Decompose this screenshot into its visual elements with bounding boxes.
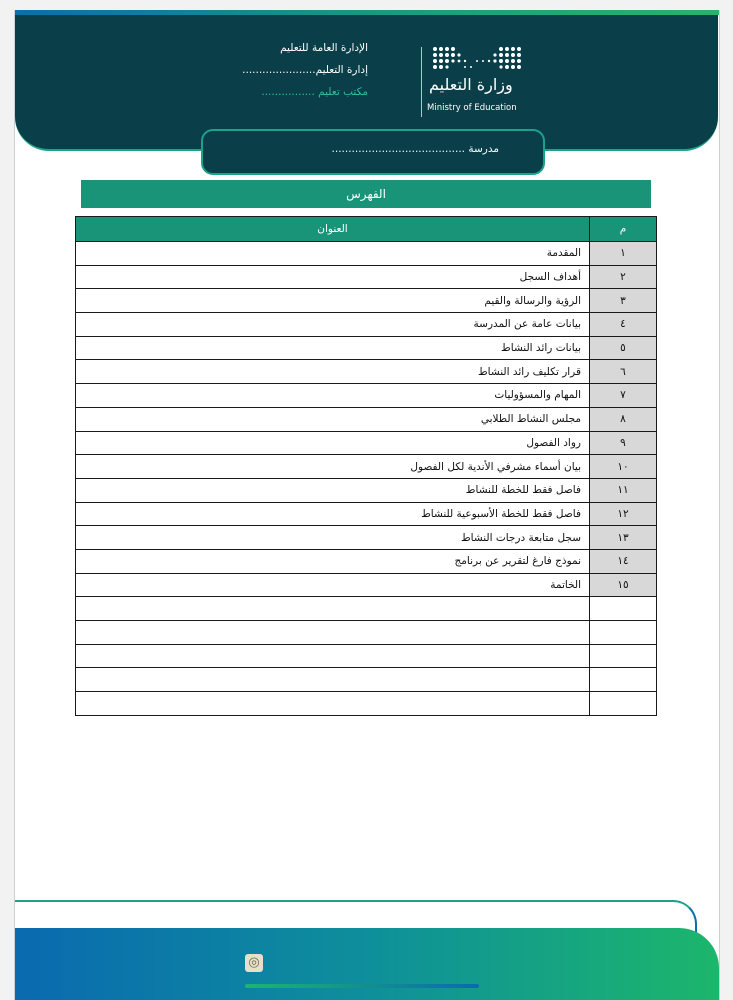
row-title: الخاتمة <box>76 573 590 597</box>
row-title: رواد الفصول <box>76 431 590 455</box>
row-title <box>76 692 590 716</box>
row-title: المهام والمسؤوليات <box>76 384 590 408</box>
table-row <box>76 242 657 266</box>
table-row <box>76 502 657 526</box>
row-number <box>590 644 657 668</box>
row-title <box>76 621 590 645</box>
table-row <box>76 407 657 431</box>
row-title <box>76 644 590 668</box>
row-number: ٩ <box>590 431 657 455</box>
row-title: مجلس النشاط الطلابي <box>76 407 590 431</box>
row-number <box>590 692 657 716</box>
column-header-title: العنوان <box>76 217 590 242</box>
table-row <box>76 478 657 502</box>
row-number: ١٢ <box>590 502 657 526</box>
row-title: نموذج فارغ لتقرير عن برنامج <box>76 549 590 573</box>
row-title: فاصل فقط للخطة الأسبوعية للنشاط <box>76 502 590 526</box>
row-title <box>76 668 590 692</box>
row-title: فاصل فقط للخطة للنشاط <box>76 478 590 502</box>
table-row <box>76 526 657 550</box>
table-row <box>76 265 657 289</box>
row-number: ٥ <box>590 336 657 360</box>
row-number: ٧ <box>590 384 657 408</box>
column-header-num: م <box>590 217 657 242</box>
table-row <box>76 668 657 692</box>
table-row <box>76 573 657 597</box>
globe-icon: ◎ <box>245 954 263 972</box>
table-body <box>76 242 657 716</box>
table-row <box>76 549 657 573</box>
row-number: ١٠ <box>590 455 657 479</box>
page-footer <box>15 928 719 1000</box>
index-table <box>75 216 657 716</box>
row-number <box>590 597 657 621</box>
logo-divider <box>421 47 422 117</box>
row-number: ٢ <box>590 265 657 289</box>
school-label: مدرسة ........................................ <box>331 143 499 155</box>
row-title: بيانات عامة عن المدرسة <box>76 313 590 337</box>
table-row <box>76 455 657 479</box>
row-title: الرؤية والرسالة والقيم <box>76 289 590 313</box>
table-row <box>76 621 657 645</box>
row-number: ٤ <box>590 313 657 337</box>
table-row <box>76 431 657 455</box>
ministry-name-en: Ministry of Education <box>427 103 517 113</box>
header-text-block <box>242 37 368 103</box>
table-row <box>76 289 657 313</box>
table-row <box>76 644 657 668</box>
index-title: الفهرس <box>81 180 651 208</box>
row-number: ١٤ <box>590 549 657 573</box>
row-title: أهداف السجل <box>76 265 590 289</box>
office-label: مكتب تعليم ................ <box>261 86 368 98</box>
row-number: ٣ <box>590 289 657 313</box>
row-number: ٨ <box>590 407 657 431</box>
row-number: ٦ <box>590 360 657 384</box>
row-title: بيانات رائد النشاط <box>76 336 590 360</box>
row-title: قرار تكليف رائد النشاط <box>76 360 590 384</box>
row-number: ١١ <box>590 478 657 502</box>
ministry-logo <box>415 41 535 121</box>
row-number <box>590 668 657 692</box>
ministry-name-ar: وزارة التعليم <box>429 75 513 94</box>
row-number: ١٥ <box>590 573 657 597</box>
row-title: المقدمة <box>76 242 590 266</box>
table-row <box>76 360 657 384</box>
document-page <box>14 10 720 1000</box>
row-number <box>590 621 657 645</box>
table-row <box>76 336 657 360</box>
row-title: سجل متابعة درجات النشاط <box>76 526 590 550</box>
row-title <box>76 597 590 621</box>
table-row <box>76 384 657 408</box>
table-row <box>76 597 657 621</box>
row-title: بيان أسماء مشرفي الأندية لكل الفصول <box>76 455 590 479</box>
row-number: ١ <box>590 242 657 266</box>
table-row <box>76 313 657 337</box>
general-admin-label: الإدارة العامة للتعليم <box>280 42 368 54</box>
footer-accent-bar <box>245 984 479 988</box>
row-number: ١٣ <box>590 526 657 550</box>
table-header-row <box>76 217 657 242</box>
admin-label: إدارة التعليم...................... <box>242 64 368 76</box>
table-row <box>76 692 657 716</box>
school-name-box <box>201 129 545 175</box>
